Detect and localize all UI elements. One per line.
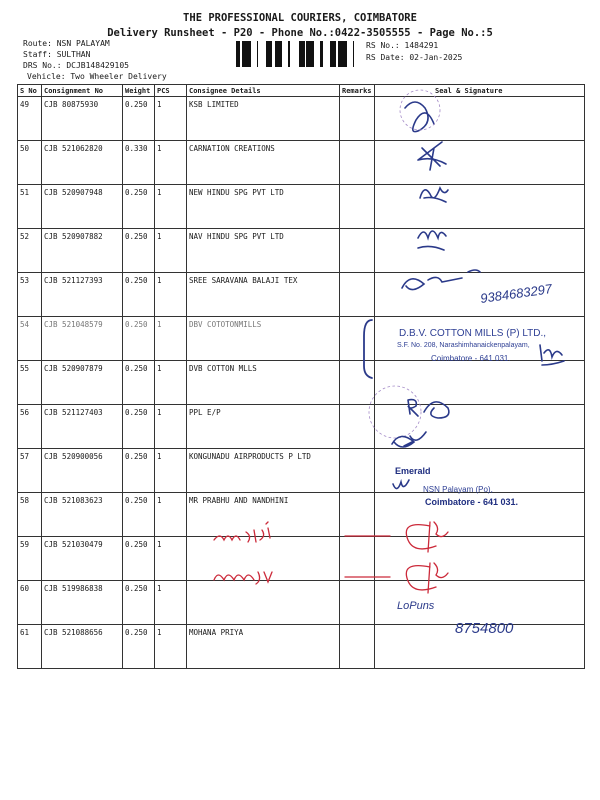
handwritten-phone-61: 8754800	[455, 620, 514, 637]
row-pcs: 1	[155, 405, 187, 449]
barcode-bar	[278, 41, 281, 67]
row-consignee: KONGUNADU AIRPRODUCTS P LTD	[187, 449, 340, 493]
row-weight: 0.250	[123, 185, 155, 229]
row-consignee: SREE SARAVANA BALAJI TEX	[187, 273, 340, 317]
barcode-bar	[302, 41, 305, 67]
col-consignee-header: Consignee Details	[187, 85, 340, 97]
barcode-bar	[342, 41, 344, 67]
barcode-image	[236, 41, 358, 67]
row-pcs: 1	[155, 141, 187, 185]
table-row	[18, 405, 585, 449]
barcode-bar	[335, 41, 336, 67]
barcode-bar	[248, 41, 251, 67]
row-consignment-no: CJB 521088656	[42, 625, 123, 669]
row-remarks	[340, 405, 375, 449]
row-pcs: 1	[155, 185, 187, 229]
drs-label: DRS No.: DCJB148429105	[23, 61, 129, 70]
barcode-bar	[312, 41, 314, 67]
stamp-emerald-address: NSN Palayam (Po),	[423, 485, 493, 494]
barcode-bar	[338, 41, 341, 67]
row-consignment-no: CJB 521048579	[42, 317, 123, 361]
row-sno: 54	[18, 317, 42, 361]
row-remarks	[340, 317, 375, 361]
row-consignment-no: CJB 80875930	[42, 97, 123, 141]
barcode-bar	[246, 41, 248, 67]
row-pcs: 1	[155, 449, 187, 493]
handwritten-name-61: LoPuns	[397, 600, 435, 612]
row-seal-signature	[375, 97, 585, 141]
row-consignment-no: CJB 520907879	[42, 361, 123, 405]
row-seal-signature	[375, 361, 585, 405]
row-remarks	[340, 141, 375, 185]
col-seal-header: Seal & Signature	[375, 85, 585, 97]
barcode-bar	[239, 41, 240, 67]
row-sno: 50	[18, 141, 42, 185]
row-remarks	[340, 361, 375, 405]
row-weight: 0.250	[123, 405, 155, 449]
barcode-bar	[320, 41, 323, 67]
row-consignment-no: CJB 521127393	[42, 273, 123, 317]
col-remarks-header: Remarks	[340, 85, 375, 97]
row-consignee: CARNATION CREATIONS	[187, 141, 340, 185]
row-weight: 0.250	[123, 581, 155, 625]
row-consignment-no: CJB 521030479	[42, 537, 123, 581]
row-weight: 0.250	[123, 273, 155, 317]
row-pcs: 1	[155, 361, 187, 405]
row-consignee: DVB COTTON MLLS	[187, 361, 340, 405]
row-weight: 0.250	[123, 493, 155, 537]
row-consignee: NEW HINDU SPG PVT LTD	[187, 185, 340, 229]
row-weight: 0.330	[123, 141, 155, 185]
row-remarks	[340, 273, 375, 317]
table-header-row	[18, 85, 585, 97]
barcode-bar	[257, 41, 258, 67]
barcode-bar	[270, 41, 272, 67]
row-consignee: PPL E/P	[187, 405, 340, 449]
row-remarks	[340, 581, 375, 625]
row-consignment-no: CJB 521083623	[42, 493, 123, 537]
row-seal-signature	[375, 185, 585, 229]
col-weight-header: Weight	[123, 85, 155, 97]
row-sno: 51	[18, 185, 42, 229]
barcode-bar	[299, 41, 300, 67]
runsheet-subtitle: Delivery Runsheet - P20 - Phone No.:0422-3505555 - Page No.:5	[107, 27, 493, 39]
row-consignment-no: CJB 520907882	[42, 229, 123, 273]
row-pcs: 1	[155, 581, 187, 625]
row-remarks	[340, 493, 375, 537]
row-seal-signature	[375, 141, 585, 185]
barcode-bar	[281, 41, 282, 67]
route-label: Route: NSN PALAYAM	[23, 39, 110, 48]
row-remarks	[340, 185, 375, 229]
barcode-bar	[341, 41, 342, 67]
table-row	[18, 97, 585, 141]
row-pcs: 1	[155, 537, 187, 581]
barcode-bar	[344, 41, 347, 67]
row-sno: 60	[18, 581, 42, 625]
row-sno: 57	[18, 449, 42, 493]
barcode-bar	[236, 41, 239, 67]
barcode-bar	[288, 41, 290, 67]
row-remarks	[340, 229, 375, 273]
company-title: THE PROFESSIONAL COURIERS, COIMBATORE	[183, 12, 417, 24]
table-row	[18, 537, 585, 581]
row-pcs: 1	[155, 317, 187, 361]
table-row	[18, 141, 585, 185]
barcode-bar	[266, 41, 269, 67]
stamp-emerald-name: Emerald	[395, 466, 431, 476]
col-pcs-header: PCS	[155, 85, 187, 97]
col-sno-header: S No	[18, 85, 42, 97]
barcode-bar	[242, 41, 245, 67]
delivery-table	[17, 84, 585, 669]
row-seal-signature	[375, 405, 585, 449]
barcode-bar	[306, 41, 308, 67]
row-sno: 49	[18, 97, 42, 141]
barcode-bar	[353, 41, 354, 67]
rs-date: RS Date: 02-Jan-2025	[366, 53, 463, 62]
row-consignment-no: CJB 520900056	[42, 449, 123, 493]
table-row	[18, 581, 585, 625]
row-pcs: 1	[155, 273, 187, 317]
table-row	[18, 185, 585, 229]
stamp-dbv-address: S.F. No. 208, Narashimhanaickenpalayam,	[397, 342, 530, 349]
stamp-dbv-name: D.B.V. COTTON MILLS (P) LTD.,	[399, 328, 547, 339]
row-sno: 58	[18, 493, 42, 537]
row-weight: 0.250	[123, 229, 155, 273]
barcode-bar	[269, 41, 270, 67]
row-consignment-no: CJB 519986838	[42, 581, 123, 625]
barcode-bar	[245, 41, 246, 67]
barcode-bar	[332, 41, 335, 67]
row-remarks	[340, 537, 375, 581]
staff-label: Staff: SULTHAN	[23, 50, 91, 59]
rs-number: RS No.: 1484291	[366, 41, 439, 50]
barcode-bar	[311, 41, 312, 67]
table-row	[18, 361, 585, 405]
row-consignment-no: CJB 521062820	[42, 141, 123, 185]
row-remarks	[340, 97, 375, 141]
row-weight: 0.250	[123, 361, 155, 405]
row-consignee	[187, 581, 340, 625]
row-weight: 0.250	[123, 537, 155, 581]
barcode-bar	[308, 41, 311, 67]
row-pcs: 1	[155, 493, 187, 537]
row-weight: 0.250	[123, 625, 155, 669]
row-consignee	[187, 537, 340, 581]
row-weight: 0.250	[123, 449, 155, 493]
col-consignment-header: Consignment No	[42, 85, 123, 97]
barcode-bar	[275, 41, 276, 67]
row-seal-signature	[375, 537, 585, 581]
row-remarks	[340, 449, 375, 493]
stamp-dbv-city: Coimbatore - 641 031.	[431, 354, 511, 363]
row-consignee: DBV COTOTONMILLS	[187, 317, 340, 361]
row-sno: 55	[18, 361, 42, 405]
barcode-bar	[330, 41, 332, 67]
row-consignee: KSB LIMITED	[187, 97, 340, 141]
row-seal-signature	[375, 229, 585, 273]
row-consignee: MR PRABHU AND NANDHINI	[187, 493, 340, 537]
row-consignment-no: CJB 520907948	[42, 185, 123, 229]
handwritten-phone-53: 9384683297	[479, 281, 554, 306]
row-sno: 53	[18, 273, 42, 317]
row-sno: 61	[18, 625, 42, 669]
row-remarks	[340, 625, 375, 669]
row-pcs: 1	[155, 97, 187, 141]
table-row	[18, 229, 585, 273]
barcode-bar	[276, 41, 278, 67]
row-pcs: 1	[155, 229, 187, 273]
row-sno: 56	[18, 405, 42, 449]
row-consignee: NAV HINDU SPG PVT LTD	[187, 229, 340, 273]
row-weight: 0.250	[123, 317, 155, 361]
row-sno: 52	[18, 229, 42, 273]
barcode-bar	[300, 41, 302, 67]
row-sno: 59	[18, 537, 42, 581]
vehicle-label: Vehicle: Two Wheeler Delivery	[27, 72, 167, 81]
table-row	[18, 449, 585, 493]
row-pcs: 1	[155, 625, 187, 669]
stamp-emerald-city: Coimbatore - 641 031.	[425, 497, 519, 507]
row-consignee: MOHANA PRIYA	[187, 625, 340, 669]
row-weight: 0.250	[123, 97, 155, 141]
row-consignment-no: CJB 521127403	[42, 405, 123, 449]
